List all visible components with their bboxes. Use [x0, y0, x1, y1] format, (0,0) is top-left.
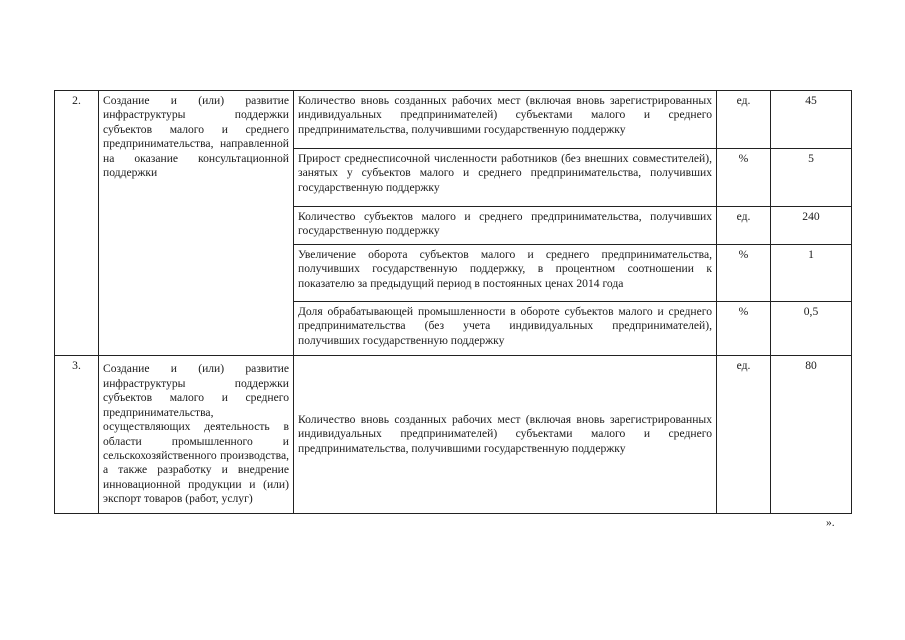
table-row [55, 356, 852, 514]
row-number: 3. [55, 356, 99, 514]
closing-quote-mark: ». [826, 516, 835, 529]
indicator-text: Увеличение оборота субъектов малого и среднего предпринимательства, получивших государственную поддержку, в процентном соотношении к показателю за предыдущий период в постоянных ценах 2014 года [294, 245, 717, 302]
value-cell: 240 [771, 207, 852, 245]
value-cell: 1 [771, 245, 852, 302]
unit-cell: ед. [717, 356, 771, 514]
table-row [55, 91, 852, 149]
value-cell: 45 [771, 91, 852, 149]
unit-cell: ед. [717, 91, 771, 149]
unit-cell: ед. [717, 207, 771, 245]
unit-cell: % [717, 149, 771, 207]
value-cell: 0,5 [771, 302, 852, 356]
indicator-text: Количество субъектов малого и среднего предпринимательства, получивших государственную поддержку [294, 207, 717, 245]
indicator-text: Доля обрабатывающей промышленности в обороте субъектов малого и среднего предпринимательства (без учета индивидуальных предпринимателей), получивших государственную поддержку [294, 302, 717, 356]
value-cell: 5 [771, 149, 852, 207]
indicator-text: Количество вновь созданных рабочих мест (включая вновь зарегистрированных индивидуальных предпринимателей) субъектами малого и среднего предпринимательства, получившими государственную поддержку [294, 91, 717, 149]
indicator-text: Прирост среднесписочной численности работников (без внешних совместителей), занятых у субъектов малого и среднего предпринимательства, получивших государственную поддержку [294, 149, 717, 207]
unit-cell: % [717, 302, 771, 356]
unit-cell: % [717, 245, 771, 302]
indicators-table [54, 90, 852, 514]
row-number: 2. [55, 91, 99, 356]
value-cell: 80 [771, 356, 852, 514]
activity-name: Создание и (или) развитие инфраструктуры поддержки субъектов малого и среднего предпринимательства, осуществляющих деятельность в области промышленного и сельскохозяйственного производства, а также разработку и внедрение инновационной продукции и (или) экспорт товаров (работ, услуг) [99, 356, 294, 514]
activity-name: Создание и (или) развитие инфраструктуры поддержки субъектов малого и среднего предпринимательства, направленной на оказание консультационной поддержки [99, 91, 294, 356]
indicator-text: Количество вновь созданных рабочих мест (включая вновь зарегистрированных индивидуальных предпринимателей) субъектами малого и среднего предпринимательства, получившими государственную поддержку [294, 356, 717, 514]
